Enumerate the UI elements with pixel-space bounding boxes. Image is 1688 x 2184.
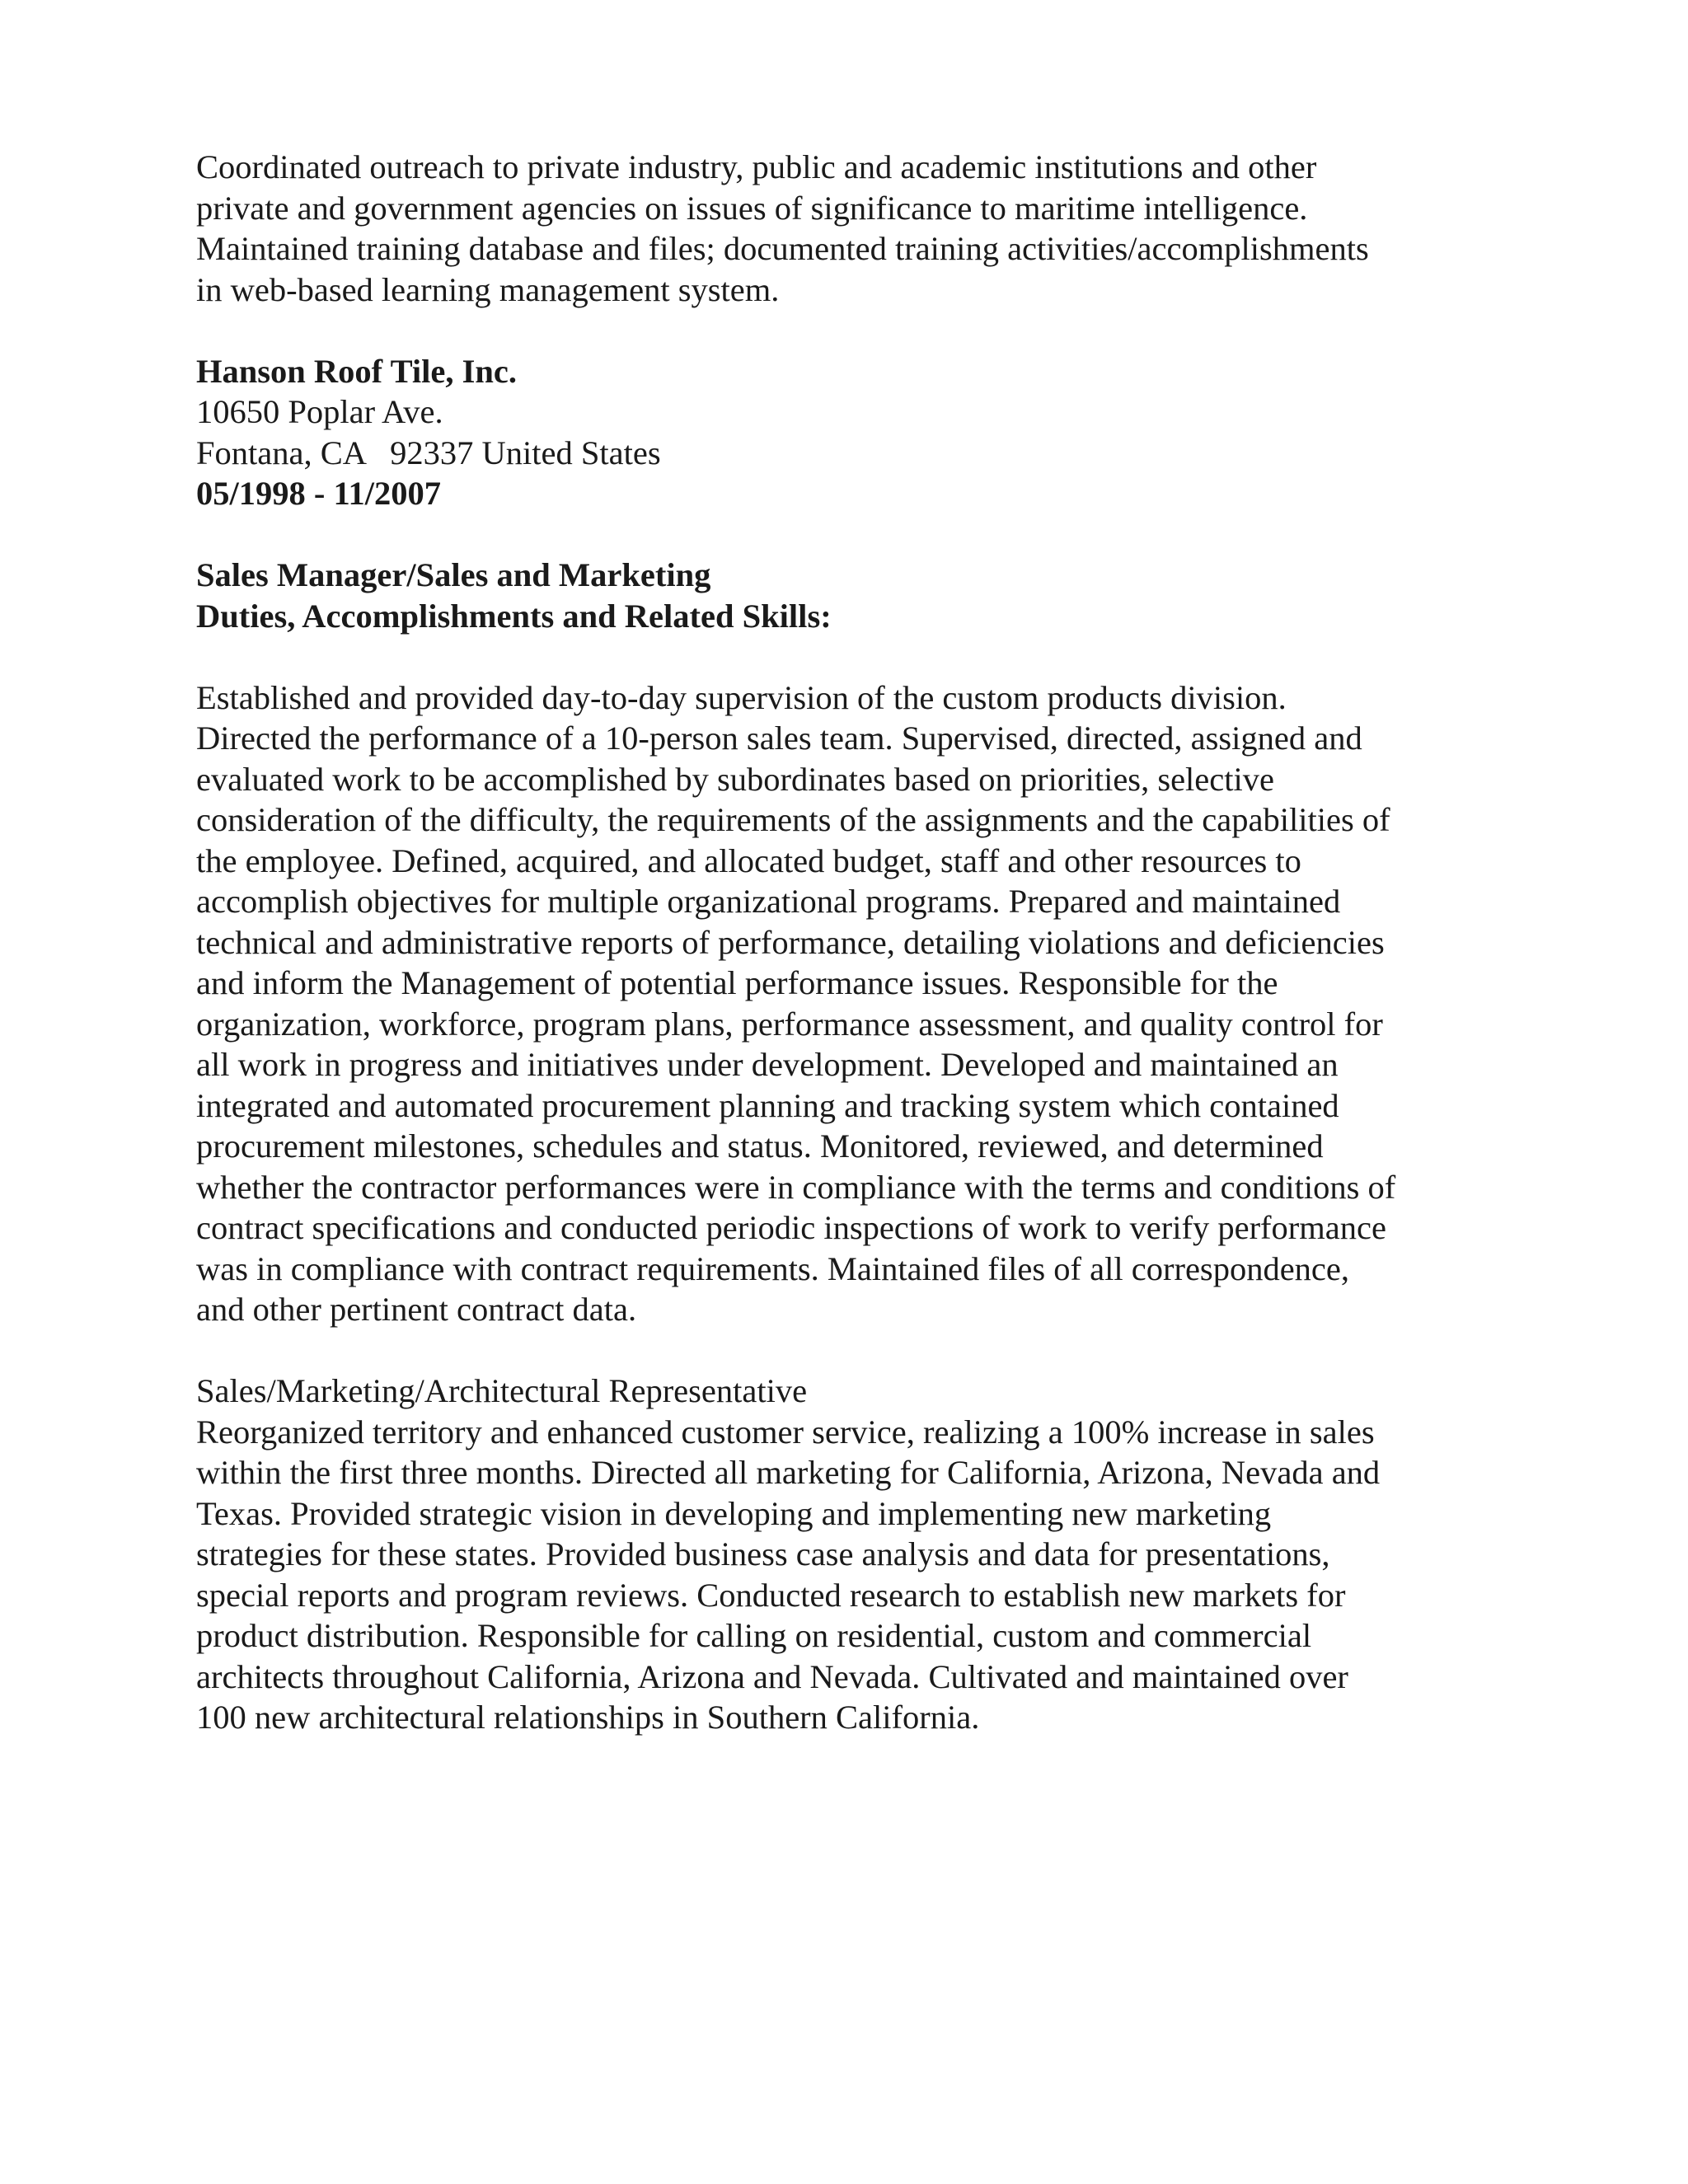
intro-line: private and government agencies on issues of significance to maritime intelligence.	[196, 189, 1308, 227]
duties-line: evaluated work to be accomplished by subordinates based on priorities, selective	[196, 760, 1274, 798]
duties-paragraph	[196, 677, 1531, 1330]
resume-content	[196, 147, 1531, 1738]
duties-line: whether the contractor performances were in compliance with the terms and conditions of	[196, 1168, 1396, 1206]
duties-line: technical and administrative reports of performance, detailing violations and deficiencies	[196, 923, 1385, 961]
representative-line: architects throughout California, Arizona and Nevada. Cultivated and maintained over	[196, 1657, 1348, 1695]
duties-heading: Duties, Accomplishments and Related Skills:	[196, 597, 832, 635]
duties-line: organization, workforce, program plans, performance assessment, and quality control for	[196, 1005, 1383, 1043]
employer-address-line2: Fontana, CA 92337 United States	[196, 434, 661, 471]
duties-line: the employee. Defined, acquired, and allocated budget, staff and other resources to	[196, 841, 1301, 879]
duties-line: and other pertinent contract data.	[196, 1291, 637, 1328]
duties-line: Directed the performance of a 10-person sales team. Supervised, directed, assigned and	[196, 719, 1362, 757]
intro-line: in web-based learning management system.	[196, 270, 780, 308]
duties-line: and inform the Management of potential performance issues. Responsible for the	[196, 964, 1278, 1001]
representative-section	[196, 1371, 1531, 1738]
representative-title: Sales/Marketing/Architectural Representative	[196, 1372, 808, 1409]
duties-line: accomplish objectives for multiple organizational programs. Prepared and maintained	[196, 883, 1341, 920]
intro-paragraph	[196, 147, 1531, 310]
employer-name: Hanson Roof Tile, Inc.	[196, 352, 517, 390]
duties-line: procurement milestones, schedules and status. Monitored, reviewed, and determined	[196, 1127, 1324, 1165]
representative-line: within the first three months. Directed all marketing for California, Arizona, Nevada and	[196, 1454, 1381, 1491]
intro-line: Maintained training database and files; documented training activities/accomplishments	[196, 230, 1369, 267]
position-block	[196, 555, 1531, 636]
spacer	[196, 636, 1531, 677]
employment-dates: 05/1998 - 11/2007	[196, 475, 442, 512]
representative-line: Reorganized territory and enhanced customer service, realizing a 100% increase in sales	[196, 1413, 1375, 1451]
duties-line: was in compliance with contract requirements. Maintained files of all correspondence,	[196, 1249, 1349, 1287]
duties-line: Established and provided day-to-day supervision of the custom products division.	[196, 678, 1287, 716]
duties-line: contract specifications and conducted periodic inspections of work to verify performance	[196, 1209, 1386, 1246]
position-title: Sales Manager/Sales and Marketing	[196, 556, 711, 593]
duties-line: consideration of the difficulty, the requirements of the assignments and the capabilities of	[196, 801, 1390, 838]
duties-line: integrated and automated procurement planning and tracking system which contained	[196, 1086, 1339, 1124]
spacer	[196, 514, 1531, 555]
representative-line: strategies for these states. Provided business case analysis and data for presentations,	[196, 1535, 1330, 1572]
spacer	[196, 310, 1531, 351]
representative-line: Texas. Provided strategic vision in developing and implementing new marketing	[196, 1494, 1272, 1532]
duties-line: all work in progress and initiatives under development. Developed and maintained an	[196, 1046, 1339, 1083]
representative-line: special reports and program reviews. Conducted research to establish new markets for	[196, 1576, 1346, 1614]
intro-line: Coordinated outreach to private industry, public and academic institutions and other	[196, 148, 1317, 185]
employer-block	[196, 351, 1531, 514]
representative-line: 100 new architectural relationships in Southern California.	[196, 1699, 980, 1736]
employer-address-line1: 10650 Poplar Ave.	[196, 393, 443, 430]
representative-line: product distribution. Responsible for calling on residential, custom and commercial	[196, 1617, 1312, 1654]
spacer	[196, 1330, 1531, 1371]
